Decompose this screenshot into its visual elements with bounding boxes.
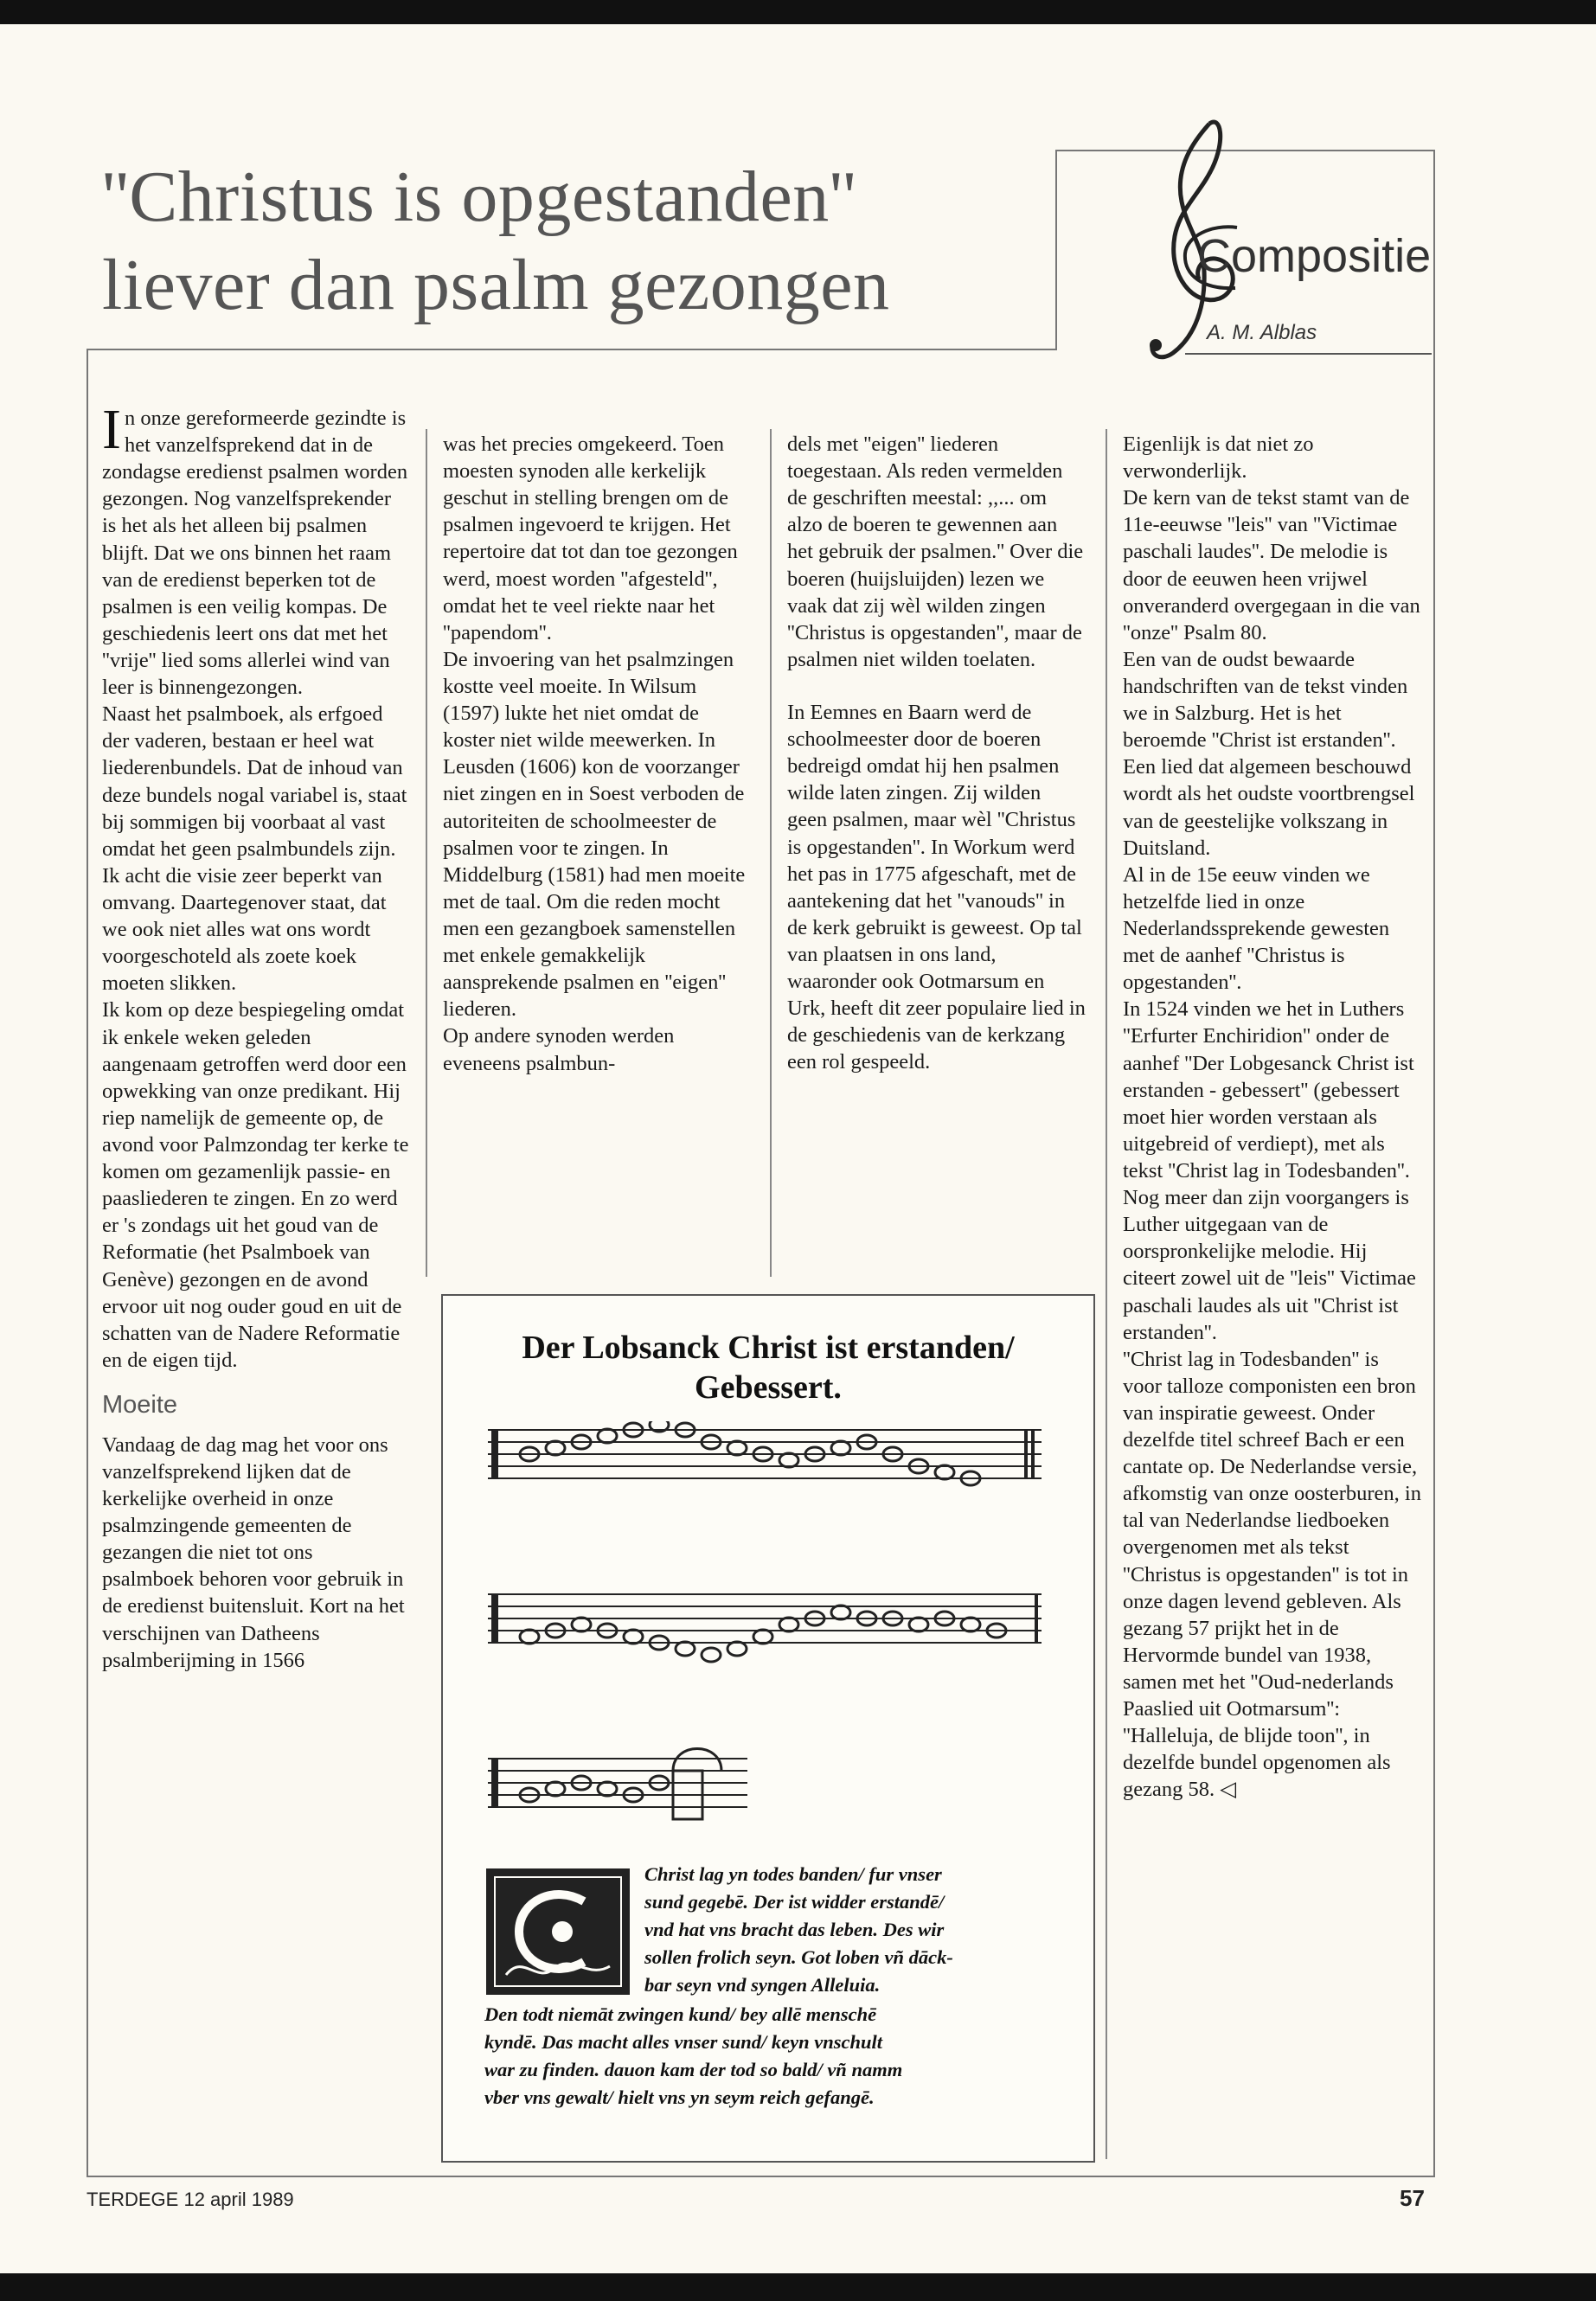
lead-text: n onze gereformeerde gezindte is het vanzelfsprekend dat in de zondagse eredienst psalmen worden gezongen. Nog vanzelfsprekender is het als het alleen bij psalmen blijft. Dat we ons binnen het raam van de eredienst beperken tot de psalmen is een veilig kompas. De geschiedenis leert ons dat met het ''vrije'' lied soms allerlei wind van leer is binnengezongen. (102, 407, 408, 700)
verse-line: vnd hat vns bracht das leben. Des wir (644, 1919, 945, 1940)
facsimile-title-line-2: Gebessert. (695, 1368, 842, 1406)
column-2 (443, 431, 753, 1077)
facsimile-title (443, 1329, 1093, 1407)
column-1 (102, 398, 409, 1674)
paragraph: Ik kom op deze bespiegeling omdat ik enkele weken geleden aangenaam getroffen werd door een opwekking van onze predikant. Hij riep namelijk de gemeente op, de avond voor Palmzondag ter kerke te komen om gezamenlijk passie- en paasliederen te zingen. En zo werd er 's zondags uit het goud van de Reformatie (het Psalmboek van Genève) gezongen en de avond ervoor uit nog ouder goud en uit de schatten van de Nadere Reformatie en de eigen tijd. (102, 998, 409, 1372)
verse-line: sund gegebē. Der ist widder erstandē/ (644, 1891, 945, 1913)
paragraph: In Eemnes en Baarn werd de schoolmeester door de boeren bedreigd omdat hij hen psalmen wilde laten zingen. Zij wilden geen psalmen, maar wèl ''Christus is opgestanden''. In Workum werd het pas in 1775 afgeschaft, met de aantekening dat het ''vanouds'' in de kerk gebruikt is geweest. Op tal van plaatsen in ons land, waaronder ook Ootmarsum en Urk, heeft dit zeer populaire lied in de geschiedenis van de kerkzang een rol gespeeld. (787, 700, 1086, 1074)
music-staves-image (488, 1421, 1050, 1836)
hymn-facsimile (441, 1294, 1095, 2163)
paragraph: Op andere synoden werden eveneens psalmbun- (443, 1024, 675, 1075)
verse-line: Christ lag yn todes banden/ fur vnser (644, 1863, 942, 1885)
ornamental-initial-image (484, 1867, 631, 1997)
page (0, 24, 1596, 2273)
paragraph: ''Christ lag in Todesbanden'' is voor talloze componisten een bron van inspiratie geweest. Onder dezelfde titel schreef Bach er een cantate op. De Nederlandse versie, afkomstig van onze oosterburen, in tal van Nederlandse liedboeken overgenomen met als tekst ''Christus is opgestanden'' is tot in onze dagen levend gebleven. Als gezang 57 prijkt het in de Hervormde bundel van 1938, samen met het ''Oud-nederlands Paaslied uit Ootmarsum'': ''Halleluja, de blijde toon'', in dezelfde bundel opgenomen als gezang 58. ◁ (1123, 1347, 1421, 1802)
paragraph: Eigenlijk is dat niet zo verwonderlijk. (1123, 433, 1314, 484)
headline-line-2: liever dan psalm gezongen (102, 245, 890, 325)
paragraph: In 1524 vinden we het in Luthers ''Erfurter Enchiridion'' onder de aanhef ''Der Lobgesanck Christ ist erstanden - gebessert'' (gebessert moet hier worden verstaan als uitgebreid of verdiept), met als tekst ''Christ lag in Todesbanden''. Nog meer dan zijn voorgangers is Luther uitgegaan van de oorspronkelijke melodie. Hij citeert zowel uit de ''leis'' Victimae paschali laudes als uit ''Christ ist erstanden''. (1123, 997, 1416, 1344)
paragraph: De invoering van het psalmzingen kostte veel moeite. In Wilsum (1597) lukte het niet omdat de koster niet wilde meewerken. In Leusden (1606) kon de voorzanger niet zingen en in Soest verboden de autoriteiten de schoolmeester de psalmen voor te zingen. In Middelburg (1581) had men moeite met de taal. Om die reden mocht men een gezangboek samenstellen met enkele gemakkelijk aansprekende psalmen en ''eigen'' liederen. (443, 647, 746, 1022)
headline-line-1: ''Christus is opgestanden'' (102, 157, 856, 237)
paragraph: Een van de oudst bewaarde handschriften van de tekst vinden we in Salzburg. Het is het beroemde ''Christ ist erstanden''. Een lied dat algemeen beschouwd wordt als het oudste voortbrengsel van de geestelijke volkszang in Duitsland. (1123, 647, 1415, 860)
column-divider (1106, 429, 1107, 2159)
paragraph: Naast het psalmboek, als erfgoed der vaderen, bestaan er heel wat liederenbundels. Dat de inhoud van deze bundels nogal variabel is, staat bij sommigen bij voorbaat al vast omdat het geen psalmbundels zijn. Ik acht die visie zeer beperkt van omvang. Daartegenover staat, dat we ook niet alles wat ons wordt voorgeschoteld als zoete koek moeten slikken. (102, 702, 407, 996)
publication-footer: TERDEGE 12 april 1989 (87, 2189, 294, 2210)
column-divider (770, 429, 772, 1277)
verse-line: bar seyn vnd syngen Alleluia. (644, 1974, 881, 1996)
verse-line: kyndē. Das macht alles vnser sund/ keyn vnschult (484, 2031, 883, 2053)
column-4 (1123, 431, 1421, 1804)
author-name: A. M. Alblas (1207, 321, 1317, 344)
verse-line: war zu finden. dauon kam der tod so bald/ vñ namm (484, 2059, 903, 2080)
column-3 (787, 431, 1086, 1076)
page-number: 57 (1400, 2185, 1425, 2211)
rubric-label: Compositie (1197, 230, 1432, 282)
subheading: Moeite (102, 1390, 178, 1419)
title-box (87, 150, 1057, 350)
verse-line: Den todt niemāt zwingen kund/ bey allē menschē (484, 2003, 877, 2025)
facsimile-title-line-1: Der Lobsanck Christ ist erstanden/ (522, 1330, 1015, 1366)
lead-paragraph (102, 398, 409, 701)
paragraph: dels met ''eigen'' liederen toegestaan. Als reden vermelden de geschriften meestal: ,,... om alzo de boeren te gewennen aan het gebruik der psalmen.'' Over die boeren (huijsluijden) lezen we vaak dat zij wèl wilden zingen ''Christus is opgestanden'', maar de psalmen niet wilden toelaten. (787, 433, 1084, 671)
drop-cap: I (102, 398, 121, 461)
paragraph: Vandaag de dag mag het voor ons vanzelfsprekend lijken dat de kerkelijke overheid in onze psalmzingende gemeenten de gezangen die niet tot ons psalmboek behoren voor gebruik in de eredienst buitensluit. Kort na het verschijnen van Datheens psalmberijming in 1566 (102, 1433, 405, 1672)
verse-line: sollen frolich seyn. Got loben vñ dāck- (644, 1946, 953, 1968)
author-divider (1185, 353, 1432, 355)
verse-line: vber vns gewalt/ hielt vns yn seym reich gefangē. (484, 2086, 875, 2108)
paragraph: Al in de 15e eeuw vinden we hetzelfde lied in onze Nederlandssprekende gewesten met de aanhef ''Christus is opgestanden''. (1123, 862, 1390, 995)
paragraph: was het precies omgekeerd. Toen moesten synoden alle kerkelijk geschut in stelling brengen om de psalmen ingevoerd te krijgen. Het repertoire dat tot dan toe gezongen werd, moest worden ''afgesteld'', omdat het te veel riekte naar het ''papendom''. (443, 433, 738, 644)
column-divider (426, 429, 427, 1277)
paragraph: De kern van de tekst stamt van de 11e-eeuwse ''leis'' van ''Victimae paschali laudes''. De melodie is door de eeuwen heen vrijwel onveranderd overgegaan in die van ''onze'' Psalm 80. (1123, 486, 1420, 644)
